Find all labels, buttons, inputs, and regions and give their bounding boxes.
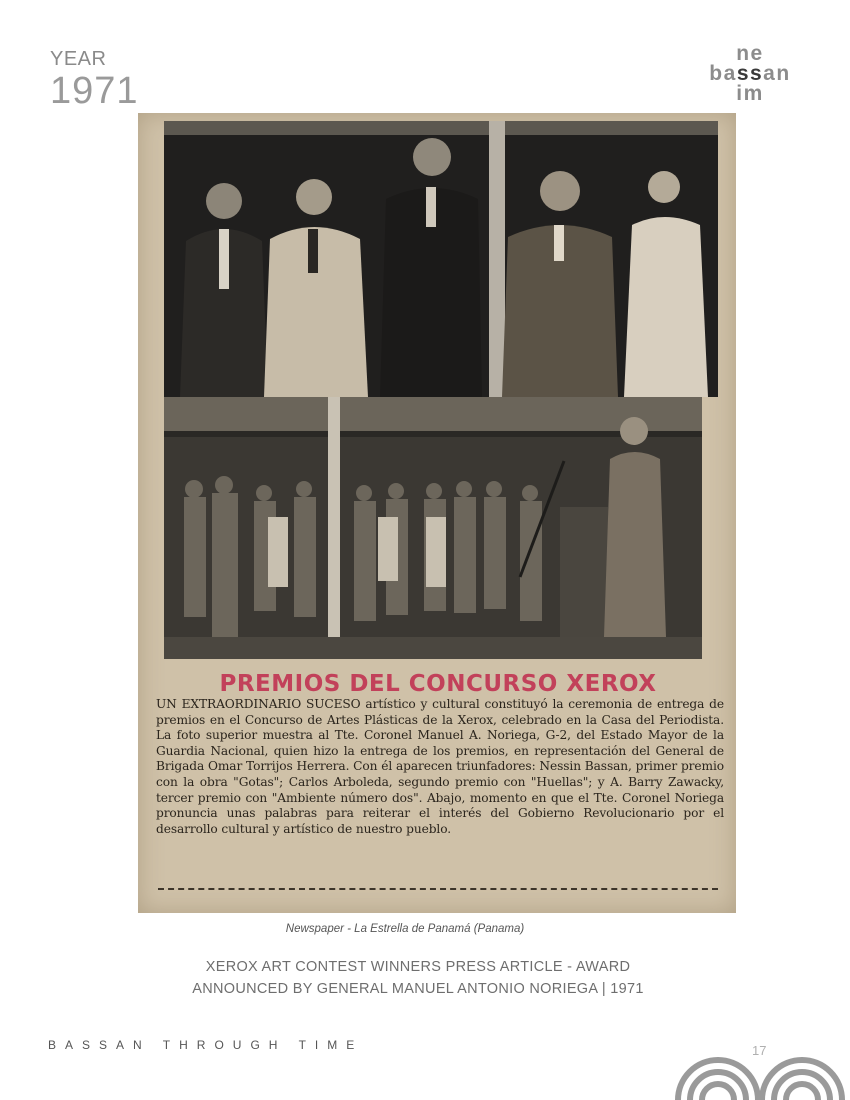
decorative-arcs-icon	[670, 1050, 850, 1100]
logo-line-2-c: an	[763, 62, 791, 85]
photo-award-stage	[164, 121, 718, 397]
title-line-1: XEROX ART CONTEST WINNERS PRESS ARTICLE - AWARD	[205, 959, 631, 975]
photo-speech-crowd-image	[164, 397, 702, 659]
article-headline: PREMIOS DEL CONCURSO XEROX	[219, 671, 657, 697]
photo-award-stage-image	[164, 121, 718, 397]
newspaper-clipping	[138, 113, 736, 913]
clipping-dashed-rule	[158, 888, 718, 890]
logo-line-2-b: ss	[736, 62, 764, 85]
logo-line-2-a: ba	[709, 62, 737, 85]
article-body: UN EXTRAORDINARIO SUCESO artístico y cultural constituyó la ceremonia de entrega de premios en el Concurso de Artes Plásticas de la Xerox, celebrado en la Casa del Periodista. La foto superior muestra al Tte. Coronel Manuel A. Noriega, G-2, del Estado Mayor de la Guardia Nacional, quien hizo la entrega de los premios, en representación del General de Brigada Omar Torrijos Herrera. Con él aparecen triunfadores: Nessin Bassan, primer premio con la obra "Gotas"; Carlos Arboleda, segundo premio con "Huellas"; y A. Barry Zawacky, tercer premio con "Ambiente número dos". Abajo, momento en que el Tte. Coronel Noriega pronuncia unas palabras para reiterar el interés del Gobierno Revolucionario por el desarrollo cultural y artístico de nuestro pueblo.	[156, 697, 724, 836]
image-caption: Newspaper - La Estrella de Panamá (Panama)	[285, 923, 525, 935]
logo-line-1: ne	[736, 42, 764, 65]
photo-speech-crowd	[164, 397, 702, 659]
year-label: YEAR	[50, 48, 107, 70]
logo-line-3: im	[736, 82, 764, 105]
brand-logo	[690, 44, 810, 104]
footer-text: BASSAN THROUGH TIME	[48, 1038, 364, 1052]
title-line-2: ANNOUNCED BY GENERAL MANUEL ANTONIO NORIEGA | 1971	[192, 981, 644, 997]
page-number: 17	[752, 1043, 767, 1058]
logo-line-2	[690, 64, 810, 84]
year-value: 1971	[50, 70, 139, 112]
